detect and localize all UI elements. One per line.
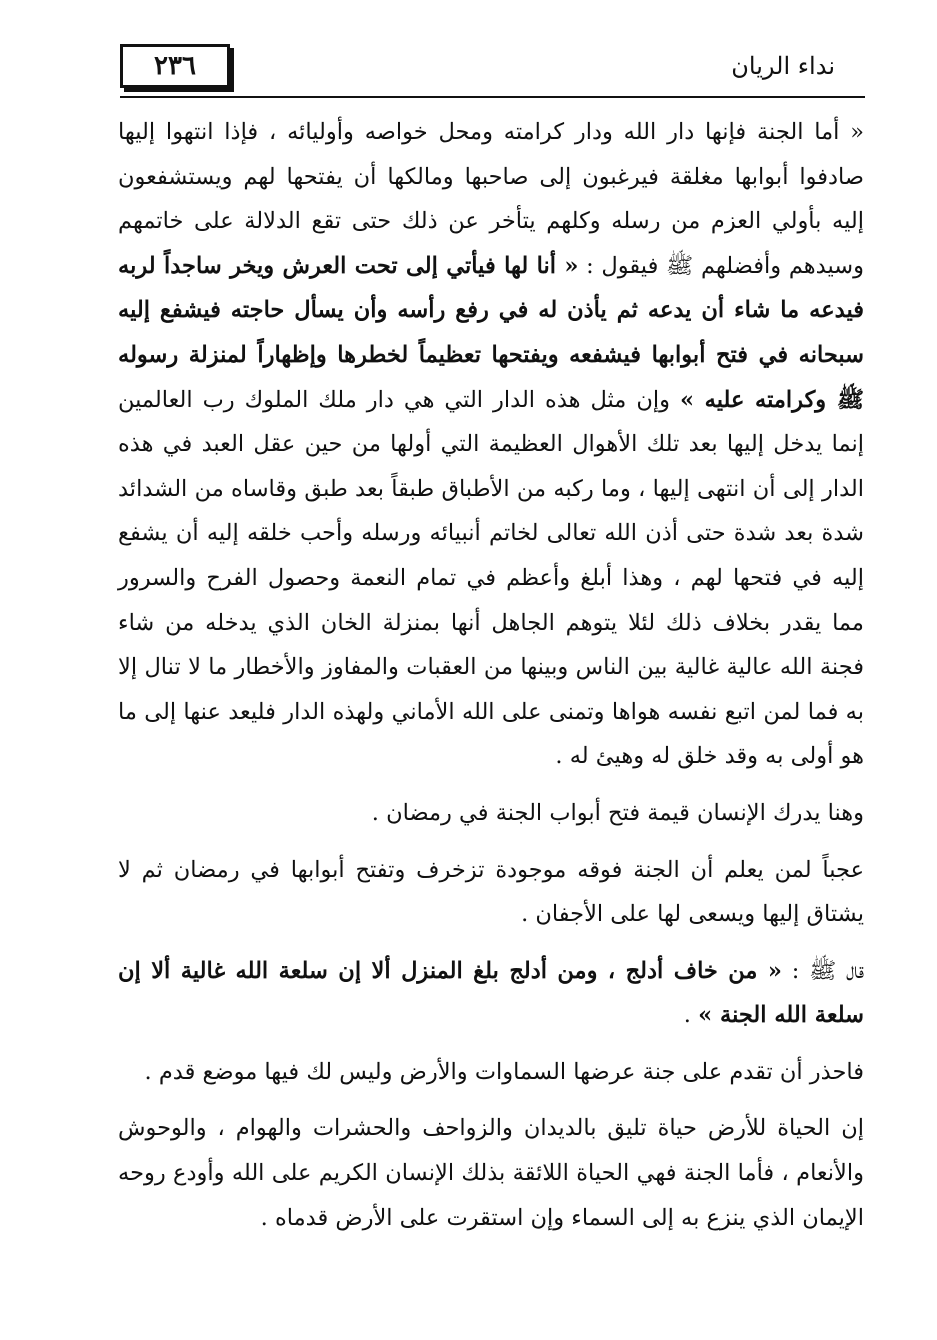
paragraph-5 [118,1050,864,1095]
paragraph-6 [118,1106,864,1240]
text-run: قال ﷺ : [782,957,865,984]
hadith-quote: « أنا لها فيأتي إلى تحت العرش ويخر ساجداً لربه فيدعه ما شاء أن يدعه ثم يأذن له في رفع رأسه وأن يسأل حاجته فيشفع إليه سبحانه في فتح أبوابها فيشفعه ويفتحها تعظيماً لخطرها وإظهاراً لمنزلة رسوله ﷺ وكرامته عليه » [118,252,865,413]
text-run: إن الحياة للأرض حياة تليق بالديدان والزواحف والحشرات والهوام ، والوحوش والأنعام ، فأما الجنة فهي الحياة اللائقة بذلك الإنسان الكريم على الله وأودع روحه الإيمان الذي ينزع به إلى السماء وإن استقرت على الأرض قدماه . [118,1115,864,1231]
text-run: وإن مثل هذه الدار التي هي دار ملك الملوك رب العالمين إنما يدخل إليها بعد تلك الأهوال العظيمة التي أولها من حين عقل العبد في هذه الدار إلى أن انتهى إليها ، وما ركبه من الأطباق طبقاً بعد طبق وقاساه من الشدائد شدة بعد شدة حتى أذن الله تعالى لخاتم أنبيائه ورسله وأحب خلقه إليه أن يشفع إليه في فتحها لهم ، وهذا أبلغ وأعظم في تمام النعمة وحصول الفرح والسرور مما يقدر بخلاف ذلك لئلا يتوهم الجاهل أنها بمنزلة الخان الذي يدخله من شاء فجنة الله عالية غالية بين الناس وبينها من العقبات والمفاوز والأخطار ما لا تنال إلا به فما لمن اتبع نفسه هواها وتمنى على الله الأماني ولهذه الدار فليعد عنها إلى ما هو أولى به وقد خلق له وهيئ له . [118,386,864,770]
page-number: ٢٣٦ [154,51,196,81]
page-header [120,44,865,92]
paragraph-3 [118,848,864,937]
paragraph-4 [118,949,864,1038]
paragraph-2 [118,791,864,836]
hadith-quote: « من خاف أدلج ، ومن أدلج بلغ المنزل ألا إن سلعة الله غالية ألا إن سلعة الله الجنة » [118,957,864,1029]
text-run: « أما الجنة فإنها دار الله ودار كرامته ومحل خواصه وأوليائه ، فإذا انتهوا إليها صادفوا أبوابها مغلقة فيرغبون إلى صاحبها ومالكها أن يفتحها لهم ويستشفعون إليه بأولي العزم من رسله وكلهم يتأخر عن ذلك حتى تقع الدلالة على خاتمهم وسيدهم وأفضلهم ﷺ فيقول : [118,119,864,279]
text-run: . [683,1002,699,1029]
paragraph-1 [118,110,864,779]
page-number-box [120,44,230,88]
text-run: وهنا يدرك الإنسان قيمة فتح أبواب الجنة في رمضان . [371,799,864,826]
header-rule [120,96,865,98]
running-title: نداء الريان [731,52,835,80]
text-run: فاحذر أن تقدم على جنة عرضها السماوات والأرض وليس لك فيها موضع قدم . [144,1058,864,1085]
text-run: عجباً لمن يعلم أن الجنة فوقه موجودة تزخرف وتفتح أبوابها في رمضان ثم لا يشتاق إليها ويسعى لها على الأجفان . [118,856,864,928]
body-text [118,110,864,1252]
